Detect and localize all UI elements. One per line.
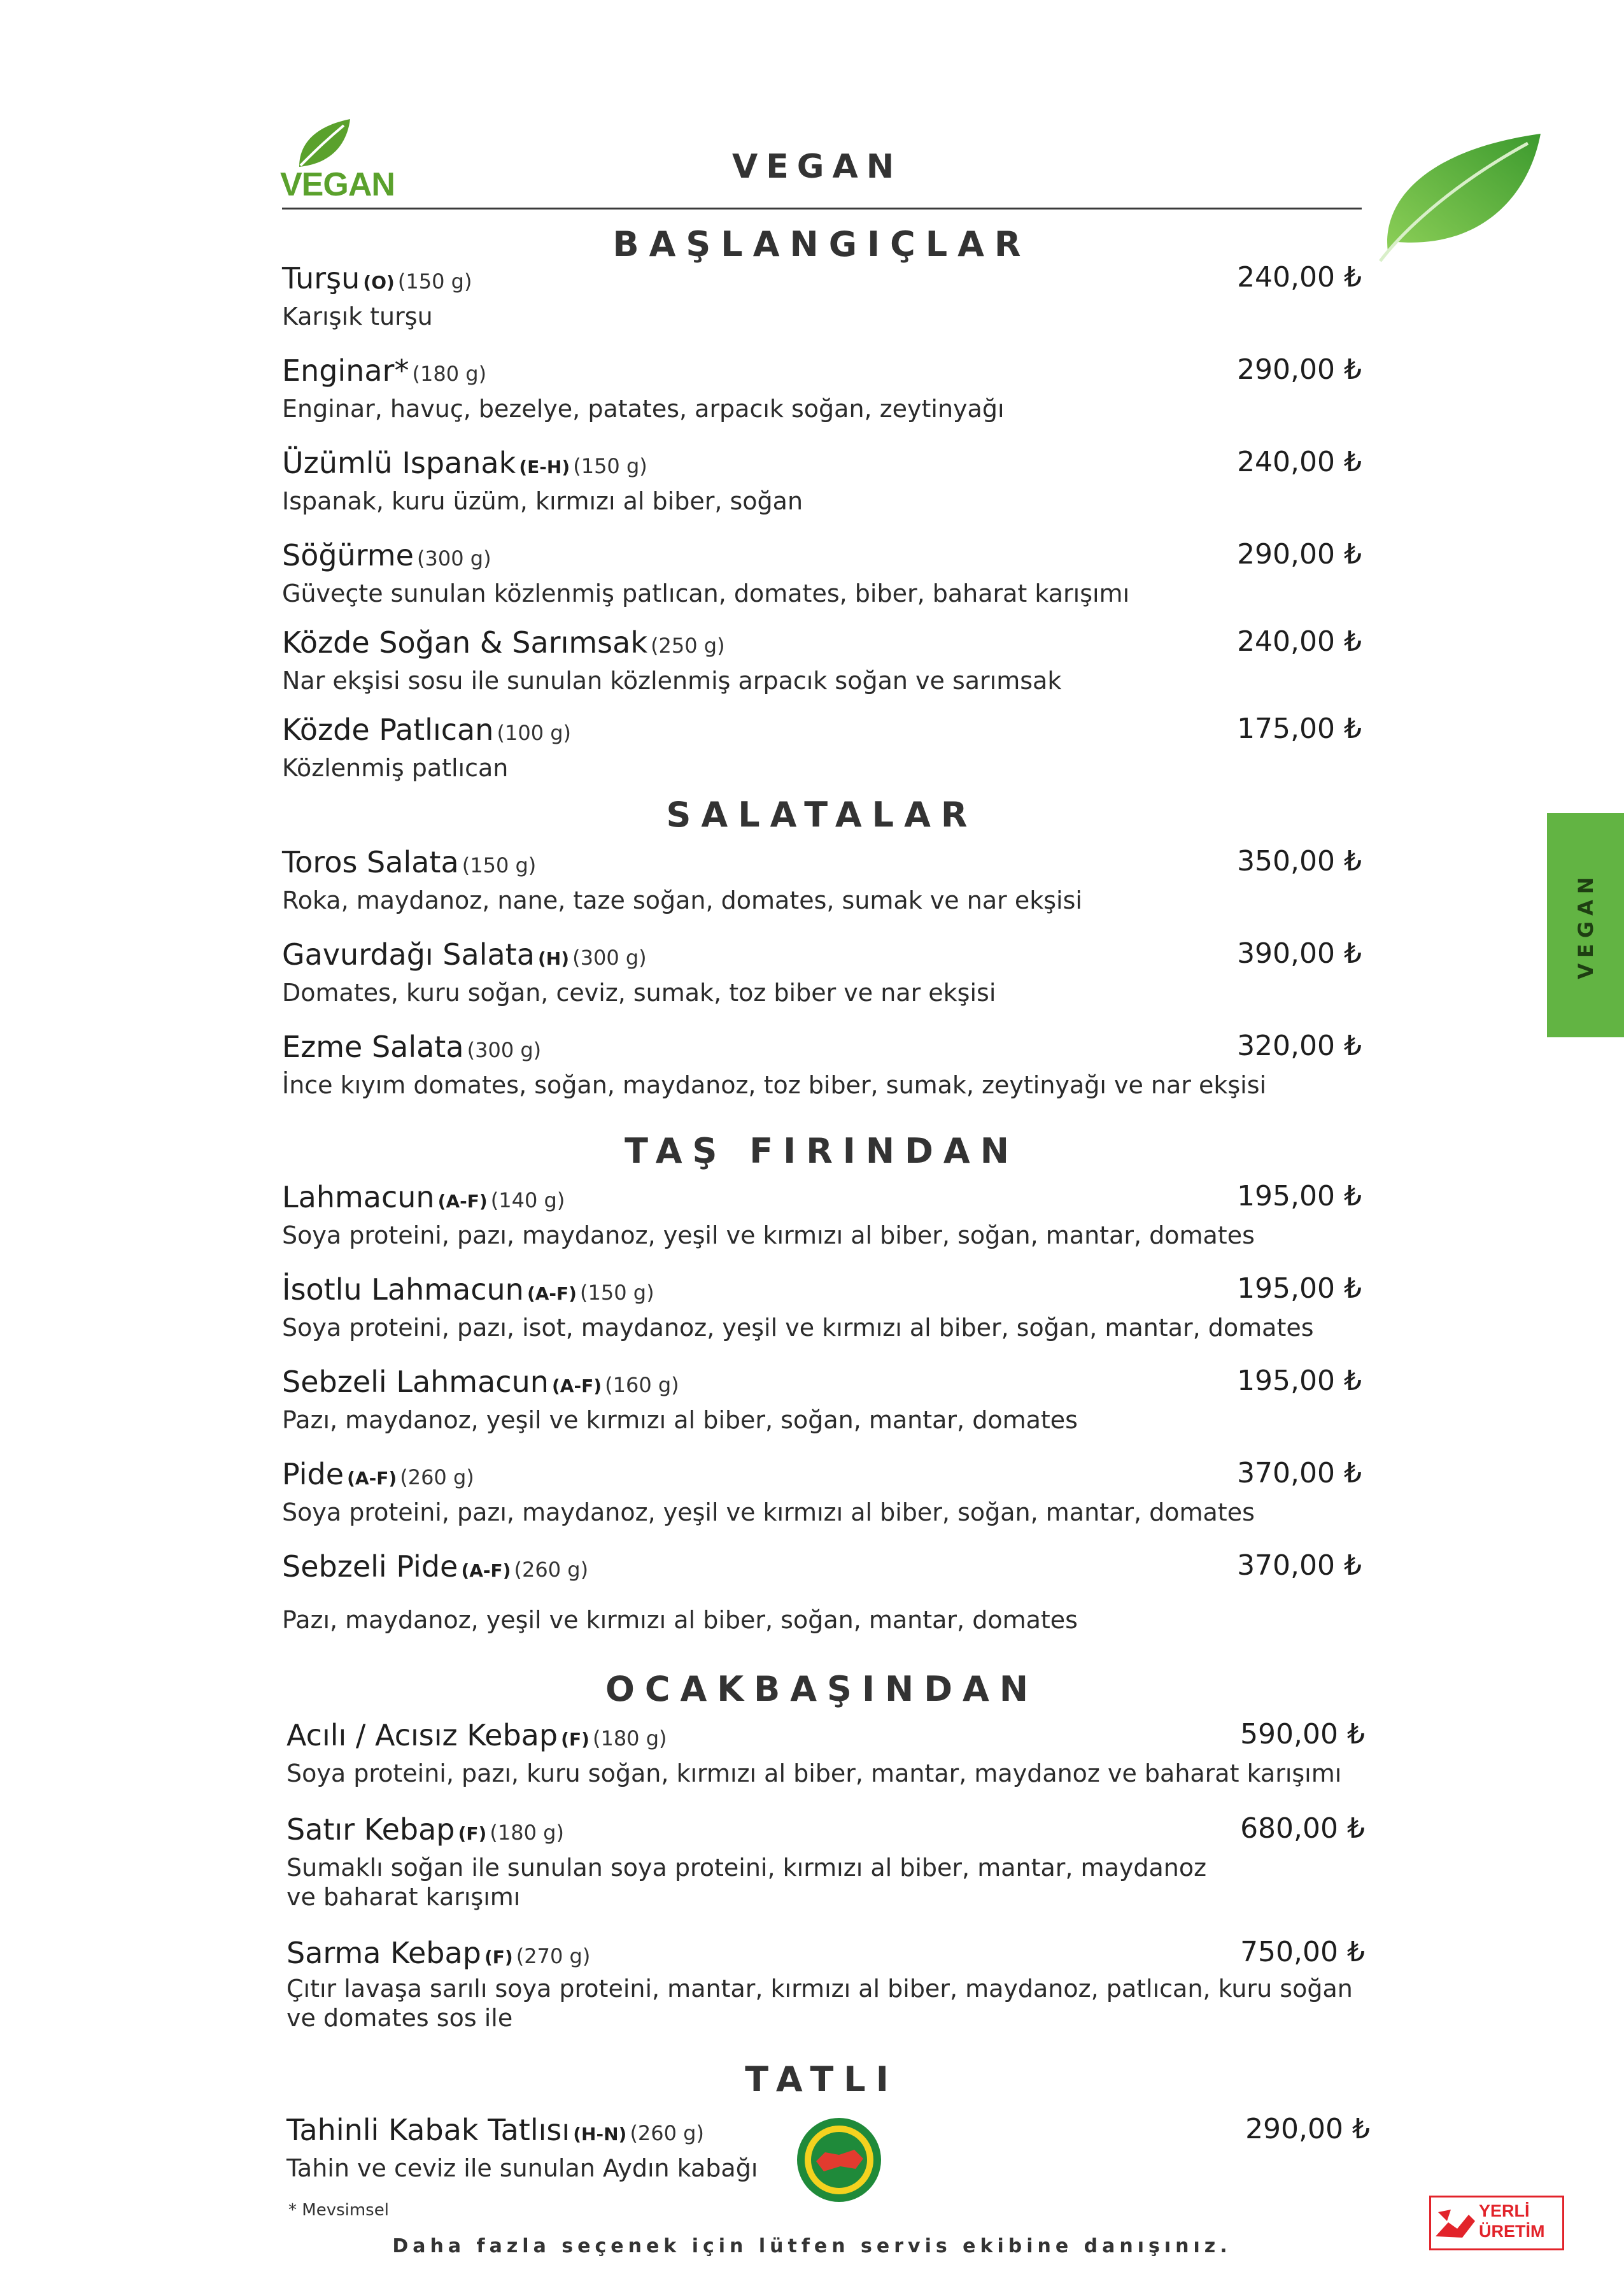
item-price: 290,00 ₺ <box>1245 2113 1370 2145</box>
menu-item <box>282 845 1362 915</box>
menu-item <box>282 1180 1362 1250</box>
item-name: Közde Patlıcan <box>282 713 494 747</box>
item-description: Soya proteini, pazı, maydanoz, yeşil ve kırmızı al biber, soğan, mantar, domates <box>282 1221 1255 1249</box>
vegan-logo <box>280 116 395 203</box>
item-allergen-code: (E-H) <box>519 457 570 478</box>
item-name: Ezme Salata <box>282 1030 464 1064</box>
item-weight: (150 g) <box>462 853 537 877</box>
item-weight: (260 g) <box>514 1558 589 1582</box>
item-description: Roka, maydanoz, nane, taze soğan, domates, sumak ve nar ekşisi <box>282 886 1082 914</box>
item-description: Sumaklı soğan ile sunulan soya proteini, kırmızı al biber, mantar, maydanoz <box>286 1854 1207 1882</box>
item-name: İsotlu Lahmacun <box>282 1272 524 1307</box>
section-title-tatli: TATLI <box>745 2059 899 2099</box>
item-weight: (260 g) <box>630 2121 704 2145</box>
item-name: Közde Soğan & Sarımsak <box>282 625 647 660</box>
item-description: Pazı, maydanoz, yeşil ve kırmızı al biber, soğan, mantar, domates <box>282 1406 1078 1434</box>
item-weight: (270 g) <box>516 1944 591 1968</box>
item-name: Toros Salata <box>282 845 459 879</box>
vegan-logo-text: VEGAN <box>280 166 395 203</box>
item-allergen-code: (H) <box>537 948 570 969</box>
menu-item <box>282 625 1362 695</box>
item-name: Üzümlü Ispanak <box>282 446 516 480</box>
item-allergen-code: (A-F) <box>552 1375 602 1396</box>
menu-item <box>286 1936 1365 2033</box>
item-name: Sarma Kebap <box>286 1936 481 1970</box>
item-price: 175,00 ₺ <box>1237 713 1362 745</box>
item-price: 390,00 ₺ <box>1237 937 1362 970</box>
item-weight: (180 g) <box>490 1821 564 1845</box>
item-name: Lahmacun <box>282 1180 435 1214</box>
menu-item <box>282 261 1362 331</box>
item-price: 350,00 ₺ <box>1237 845 1362 877</box>
item-weight: (140 g) <box>490 1188 565 1212</box>
item-description: Soya proteini, pazı, kuru soğan, kırmızı al biber, mantar, maydanoz ve baharat karışımı <box>286 1759 1342 1787</box>
menu-item <box>282 446 1362 516</box>
menu-item <box>282 937 1362 1007</box>
menu-item <box>282 1549 1362 1635</box>
menu-item <box>282 353 1362 423</box>
yerli-uretim-text <box>1479 2201 1545 2241</box>
item-price: 240,00 ₺ <box>1237 625 1362 658</box>
item-description-cont: ve baharat karışımı <box>286 1883 521 1911</box>
page-title: VEGAN <box>732 148 903 186</box>
item-name: Söğürme <box>282 538 414 572</box>
item-name: Sebzeli Lahmacun <box>282 1365 549 1399</box>
item-price: 195,00 ₺ <box>1237 1180 1362 1212</box>
item-price: 370,00 ₺ <box>1237 1549 1362 1582</box>
item-description: Ispanak, kuru üzüm, kırmızı al biber, soğan <box>282 487 803 515</box>
item-weight: (150 g) <box>580 1281 654 1305</box>
item-name: Pide <box>282 1457 344 1491</box>
section-title-tas-firindan: TAŞ FIRINDAN <box>625 1131 1019 1171</box>
item-allergen-code: (H-N) <box>573 2124 627 2145</box>
item-price: 195,00 ₺ <box>1237 1272 1362 1305</box>
geographical-indication-seal <box>794 2115 884 2204</box>
menu-item <box>282 1272 1362 1342</box>
title-divider <box>282 208 1362 209</box>
menu-item <box>282 1030 1362 1100</box>
section-title-salatalar: SALATALAR <box>666 795 978 835</box>
item-description: Tahin ve ceviz ile sunulan Aydın kabağı <box>286 2154 758 2182</box>
item-description: Karışık turşu <box>282 302 433 330</box>
yerli-line2: ÜRETİM <box>1479 2222 1545 2241</box>
item-weight: (180 g) <box>592 1726 667 1750</box>
item-description: Pazı, maydanoz, yeşil ve kırmızı al biber, soğan, mantar, domates <box>282 1606 1078 1634</box>
item-allergen-code: (F) <box>458 1823 487 1844</box>
item-description: Çıtır lavaşa sarılı soya proteini, mantar, kırmızı al biber, maydanoz, patlıcan, kuru soğan <box>286 1975 1353 2003</box>
item-weight: (150 g) <box>397 269 472 294</box>
item-name: Turşu <box>282 261 360 295</box>
footer-note: Daha fazla seçenek için lütfen servis ekibine danışınız. <box>392 2235 1232 2257</box>
item-weight: (300 g) <box>572 946 647 970</box>
item-price: 290,00 ₺ <box>1237 353 1362 386</box>
side-tab-label: VEGAN <box>1573 871 1598 979</box>
item-allergen-code: (A-F) <box>526 1283 577 1304</box>
yerli-uretim-logo <box>1429 2196 1564 2250</box>
item-allergen-code: (A-F) <box>347 1468 397 1489</box>
item-name: Sebzeli Pide <box>282 1549 458 1584</box>
menu-item <box>286 1812 1365 1912</box>
item-price: 680,00 ₺ <box>1240 1812 1365 1845</box>
vegan-side-tab[interactable] <box>1547 813 1624 1037</box>
menu-item <box>282 538 1362 608</box>
menu-item <box>282 1365 1362 1435</box>
item-description: İnce kıyım domates, soğan, maydanoz, toz biber, sumak, zeytinyağı ve nar ekşisi <box>282 1071 1267 1099</box>
item-weight: (300 g) <box>467 1038 542 1062</box>
item-description: Közlenmiş patlıcan <box>282 754 509 782</box>
item-price: 320,00 ₺ <box>1237 1030 1362 1062</box>
item-name: Tahinli Kabak Tatlısı <box>286 2113 570 2147</box>
item-price: 590,00 ₺ <box>1240 1718 1365 1750</box>
item-description: Enginar, havuç, bezelye, patates, arpacık soğan, zeytinyağı <box>282 395 1005 423</box>
section-title-ocakbasindan: OCAKBAŞINDAN <box>605 1669 1039 1709</box>
item-description: Nar ekşisi sosu ile sunulan közlenmiş arpacık soğan ve sarımsak <box>282 667 1062 695</box>
item-weight: (150 g) <box>573 454 647 478</box>
item-allergen-code: (A-F) <box>461 1560 511 1581</box>
item-weight: (260 g) <box>400 1465 474 1489</box>
leaf-icon <box>1369 131 1547 264</box>
item-price: 240,00 ₺ <box>1237 446 1362 478</box>
section-title-baslangiclar: BAŞLANGIÇLAR <box>612 224 1031 264</box>
item-description-cont: ve domates sos ile <box>286 2004 513 2032</box>
item-name: Gavurdağı Salata <box>282 937 535 972</box>
item-weight: (100 g) <box>497 721 572 745</box>
menu-item <box>282 1457 1362 1527</box>
item-allergen-code: (O) <box>363 272 395 293</box>
item-price: 750,00 ₺ <box>1240 1936 1365 1968</box>
item-price: 370,00 ₺ <box>1237 1457 1362 1489</box>
item-price: 290,00 ₺ <box>1237 538 1362 571</box>
item-description: Domates, kuru soğan, ceviz, sumak, toz biber ve nar ekşisi <box>282 979 996 1007</box>
item-description: Soya proteini, pazı, isot, maydanoz, yeşil ve kırmızı al biber, soğan, mantar, domates <box>282 1314 1314 1342</box>
item-weight: (300 g) <box>417 546 491 571</box>
footnote: * Mevsimsel <box>288 2201 389 2220</box>
item-price: 195,00 ₺ <box>1237 1365 1362 1397</box>
item-weight: (180 g) <box>412 362 487 386</box>
item-allergen-code: (A-F) <box>437 1191 488 1212</box>
item-weight: (160 g) <box>605 1373 679 1397</box>
item-description: Güveçte sunulan közlenmiş patlıcan, domates, biber, baharat karışımı <box>282 579 1130 607</box>
menu-item <box>286 1718 1365 1788</box>
item-name: Acılı / Acısız Kebap <box>286 1718 558 1752</box>
item-name: Enginar* <box>282 353 409 388</box>
item-weight: (250 g) <box>651 634 725 658</box>
item-name: Satır Kebap <box>286 1812 455 1847</box>
item-allergen-code: (F) <box>561 1729 590 1750</box>
item-allergen-code: (F) <box>484 1947 513 1968</box>
item-price: 240,00 ₺ <box>1237 261 1362 294</box>
item-description: Soya proteini, pazı, maydanoz, yeşil ve kırmızı al biber, soğan, mantar, domates <box>282 1498 1255 1526</box>
leaf-icon <box>286 116 376 173</box>
yerli-line1: YERLİ <box>1479 2201 1530 2220</box>
menu-item <box>282 713 1362 783</box>
